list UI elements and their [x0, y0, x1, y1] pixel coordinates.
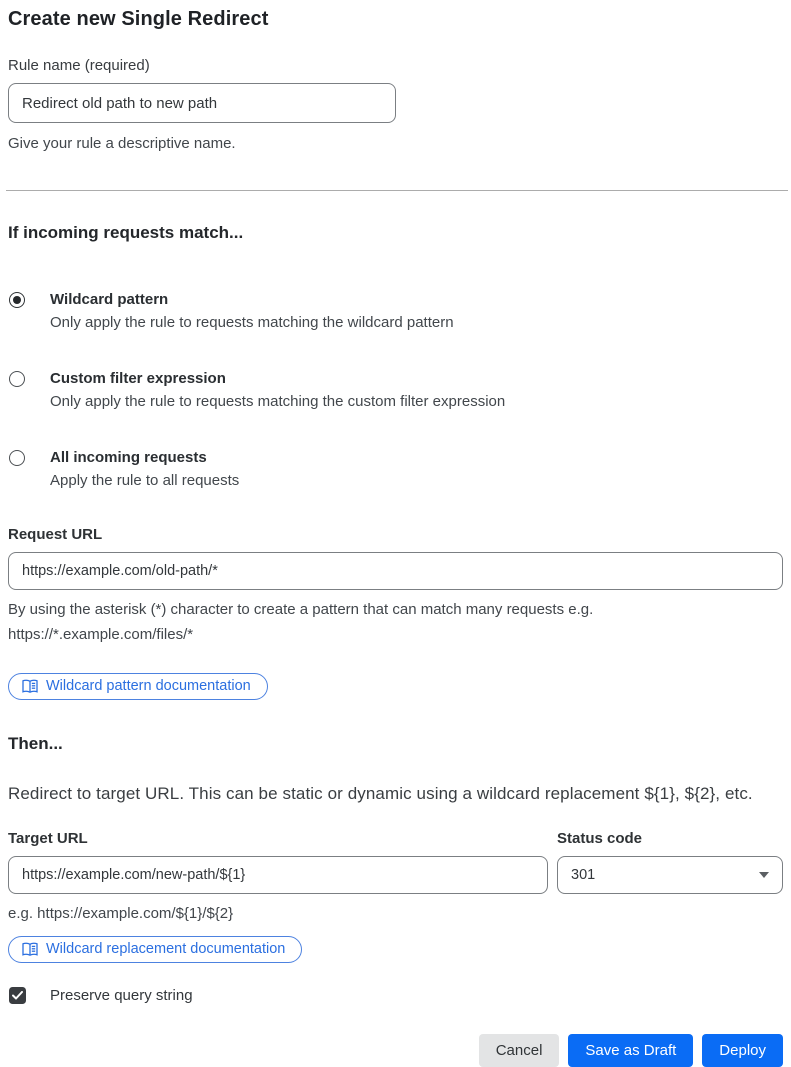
- preserve-query-string-row[interactable]: [8, 987, 783, 1004]
- rule-name-label: Rule name (required): [8, 57, 150, 74]
- doc-button-label: Wildcard replacement documentation: [46, 941, 286, 957]
- radio-description: Only apply the rule to requests matching the custom filter expression: [50, 393, 506, 410]
- chevron-down-icon: [759, 872, 769, 878]
- footer-actions: [8, 1034, 783, 1067]
- cancel-button[interactable]: Cancel: [479, 1034, 560, 1067]
- radio-description: Only apply the rule to requests matching the wildcard pattern: [50, 314, 454, 331]
- target-url-input[interactable]: [8, 856, 548, 894]
- book-icon: [22, 942, 38, 957]
- preserve-query-string-label: Preserve query string: [50, 987, 193, 1004]
- radio-label: All incoming requests: [50, 449, 207, 466]
- request-url-helper-line1: By using the asterisk (*) character to create a pattern that can match many requests e.g.: [8, 601, 594, 618]
- match-type-radio-group: [8, 289, 783, 492]
- radio-unselected-icon[interactable]: [9, 450, 25, 466]
- wildcard-replacement-docs-button[interactable]: [8, 936, 302, 963]
- target-status-row: [8, 804, 783, 926]
- match-section-heading: If incoming requests match...: [8, 223, 244, 242]
- radio-label: Wildcard pattern: [50, 291, 169, 308]
- request-url-input[interactable]: [8, 552, 783, 590]
- status-code-select[interactable]: [557, 856, 783, 894]
- radio-wildcard-pattern[interactable]: [8, 289, 783, 334]
- radio-all-incoming-requests[interactable]: [8, 447, 783, 492]
- radio-custom-filter-expression[interactable]: [8, 368, 783, 413]
- target-url-helper: e.g. https://example.com/${1}/${2}: [8, 905, 234, 922]
- request-url-helper-line2: https://*.example.com/files/*: [8, 626, 194, 643]
- radio-description: Apply the rule to all requests: [50, 472, 240, 489]
- request-url-helper: [8, 597, 783, 647]
- radio-label: Custom filter expression: [50, 370, 226, 387]
- radio-selected-icon[interactable]: [9, 292, 25, 308]
- wildcard-pattern-docs-button[interactable]: [8, 673, 268, 700]
- deploy-button[interactable]: Deploy: [702, 1034, 783, 1067]
- checkbox-checked-icon[interactable]: [9, 987, 26, 1004]
- section-divider: [6, 190, 788, 191]
- save-as-draft-button[interactable]: Save as Draft: [568, 1034, 693, 1067]
- doc-button-label: Wildcard pattern documentation: [46, 678, 251, 694]
- rule-name-input[interactable]: [8, 83, 396, 123]
- then-description: Redirect to target URL. This can be static or dynamic using a wildcard replacement ${1}, ${2}, etc.: [8, 784, 753, 803]
- status-code-value: 301: [571, 867, 596, 883]
- book-icon: [22, 679, 38, 694]
- status-code-label: Status code: [557, 830, 643, 847]
- page-title: Create new Single Redirect: [8, 8, 269, 30]
- target-url-label: Target URL: [8, 830, 88, 847]
- rule-name-helper: Give your rule a descriptive name.: [8, 135, 236, 152]
- radio-unselected-icon[interactable]: [9, 371, 25, 387]
- request-url-label: Request URL: [8, 526, 103, 543]
- then-section-heading: Then...: [8, 734, 63, 753]
